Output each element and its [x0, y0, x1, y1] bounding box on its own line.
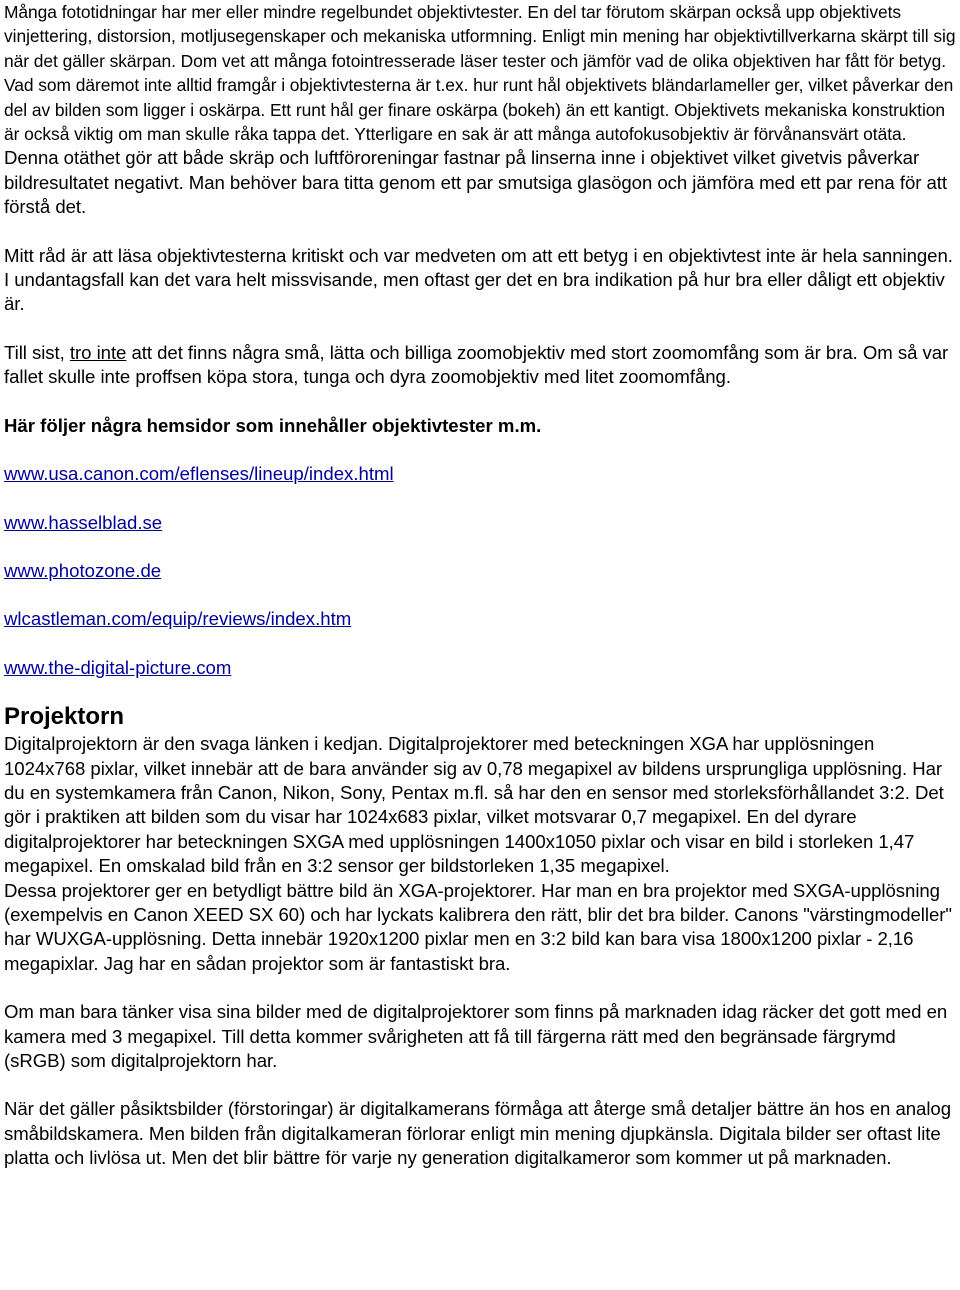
projektorn-paragraph-3: Om man bara tänker visa sina bilder med de digitalprojektorer som finns på marknaden idag räcker det gott med en kamera med 3 megapixel. Till detta kommer svårigheten att få till färgerna rätt med den begränsade färgrymd (sRGB) som digitalprojektorn har. [4, 1001, 948, 1071]
spacer [4, 220, 960, 244]
intro-paragraph-1 [4, 0, 960, 220]
section-title-projektorn: Projektorn [4, 703, 125, 731]
intro-p3-post: att det finns några små, lätta och billiga zoomobjektiv med stort zoomomfång som är bra. Om så var fallet skulle inte proffsen köpa stora, tunga och dyra zoomobjektiv med litet zoomomfång. [4, 341, 949, 388]
spacer [4, 1073, 960, 1097]
spacer [4, 632, 960, 656]
intro-paragraph-3 [4, 341, 960, 390]
projektorn-paragraph-1: Digitalprojektorn är den svaga länken i kedjan. Digitalprojektorer med beteckningen XGA har upplösningen 1024x768 pixlar, vilket innebär att de bara använder sig av 0,78 megapixel av bildens ursprungliga upplösning. Har du en systemkamera från Canon, Nikon, Sony, Pentax m.fl. så har den en sensor med storleksförhållandet 3:2. Det gör i praktiken att bilden som du visar har 1024x683 pixlar, vilket motsvarar 0,7 megapixel. En del dyrare digitalprojektorer har beteckningen SXGA med upplösningen 1400x1050 pixlar och visar en bild i storleken 1,47 megapixel. En omskalad bild från en 3:2 sensor ger bildstorleken 1,35 megapixel. [4, 733, 944, 877]
link-photozone[interactable]: www.photozone.de [4, 559, 162, 581]
link-the-digital-picture[interactable]: www.the-digital-picture.com [4, 656, 232, 678]
intro-text-a: Många fototidningar har mer eller mindre regelbundet objektivtester. En del tar förutom skärpan också upp objektivets vinjettering, distorsion, motljusegenskaper och mekaniska utformning. Enligt min mening har objektivtillverkarna skärpt till sig när det gäller skärpan. Dom vet att många fotointresserade läser tester och jämför vad de olika objektiven har fått för betyg. Vad som däremot inte alltid framgår i objektivtesterna är t.ex. hur runt hål objektivets bländarlameller ger, vilket påverkar den del av bilden som ligger i oskärpa. Ett runt hål ger finare oskärpa (bokeh) än ett kantigt. Objektivets mekaniska konstruktion är också viktig om man skulle råka tappa det. Ytterligare en sak är att många autofokusobjektiv är förvånansvärt otäta. [4, 2, 956, 145]
spacer [4, 976, 960, 1000]
spacer [4, 438, 960, 462]
intro-p3-pre: Till sist, [4, 341, 70, 363]
link-wlcastleman[interactable]: wlcastleman.com/equip/reviews/index.htm [4, 608, 352, 630]
projektorn-paragraph-4: När det gäller påsiktsbilder (förstoringar) är digitalkamerans förmåga att återge små detaljer bättre än hos en analog småbildskamera. Men bilden från digitalkameran förlorar enligt min mening djupkänsla. Digitala bilder ser oftast lite platta och livlösa ut. Men det blir bättre för varje ny generation digitalkameror som kommer ut på marknaden. [4, 1098, 952, 1169]
spacer [4, 317, 960, 341]
links-heading: Här följer några hemsidor som innehåller objektivtester m.m. [4, 414, 542, 436]
projektorn-paragraph-2: Dessa projektorer ger en betydligt bättre bild än XGA-projektorer. Har man en bra projektor med SXGA-upplösning (exempelvis en Canon XEED SX 60) och har lyckats kalibrera den rätt, blir det bra bilder. Canons "värstingmodeller" har WUXGA-upplösning. Detta innebär 1920x1200 pixlar men en 3:2 bild kan bara visa 1800x1200 pixlar - 2,16 megapixlar. Jag har en sådan projektor som är fantastiskt bra. [4, 879, 952, 974]
spacer [4, 583, 960, 607]
spacer [4, 390, 960, 414]
underlined-emphasis: tro inte [69, 341, 127, 363]
intro-text-b: Denna otäthet gör att både skräp och luftföroreningar fastnar på linserna inne i objektivet vilket givetvis påverkar bildresultatet negativt. Man behöver bara titta genom ett par smutsiga glasögon och jämföra med ett par rena för att förstå det. [4, 147, 948, 218]
link-canon[interactable]: www.usa.canon.com/eflenses/lineup/index.html [4, 463, 394, 485]
link-hasselblad[interactable]: www.hasselblad.se [4, 511, 163, 533]
intro-paragraph-2: Mitt råd är att läsa objektivtesterna kritiskt och var medveten om att ett betyg i en objektivtest inte är hela sanningen. I undantagsfall kan det vara helt missvisande, men oftast ger det en bra indikation på hur bra eller dåligt ett objektiv är. [4, 244, 953, 315]
spacer [4, 487, 960, 511]
spacer [4, 535, 960, 559]
spacer [4, 680, 960, 700]
